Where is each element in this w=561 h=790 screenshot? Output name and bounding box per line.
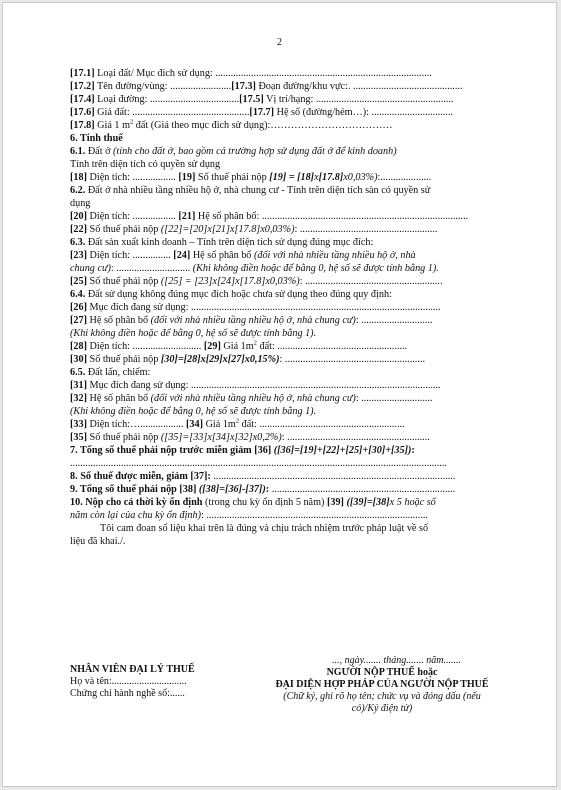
declaration-line: [20] Diện tích: ................. [21] Hệ số phân bổ: .................................................................................	[70, 211, 469, 222]
declaration-line: [23] Diện tích: ............... [24] Hệ số phân bổ (đối với nhà nhiều tầng nhiều hộ ở, nhà	[70, 250, 416, 261]
declaration-line: (Khi không điền hoặc để bằng 0, hệ số sẽ được tính bằng 1).	[70, 406, 317, 417]
signature-instruction: (Chữ ký, ghi rõ họ tên; chức vụ và đóng dấu (nếu	[283, 691, 481, 702]
declaration-line: ....................................................................................................................................................	[70, 458, 447, 469]
declaration-line: 6. Tính thuế	[70, 133, 123, 144]
declaration-line: [28] Diện tích: ........................... [29] Giá $1m^2$ đất: ...................................................	[70, 340, 408, 352]
declaration-line: [17.4] Loại đường: ...................................[17.5] Vị trí/hạng: ......................................................	[70, 94, 454, 105]
declaration-line: [35] Số thuế phải nộp ([35]=[33]x[34]x[32]x0,2%): ........................................................	[70, 432, 430, 443]
declaration-line: liệu đã khai./.	[70, 536, 126, 547]
declaration-line: 9. Tổng số thuế phải nộp [38] ([38]=[36]-[37]): ........................................................................	[70, 484, 456, 495]
taxpayer-signature-block	[259, 655, 505, 715]
declaration-line: năm còn lại của chu kỳ ổn định): .......................................................................................	[70, 510, 428, 521]
declaration-line: [33] Diện tích:…................. [34] Giá $1m^2$ đất: .........................................................	[70, 418, 405, 430]
declaration-line: [17.2] Tên đường/vùng: ........................[17.3] Đoạn đường/khu vực:. ...........................................	[70, 81, 463, 92]
declaration-line: Tính trên diện tích có quyền sử dụng	[70, 159, 221, 170]
declaration-body	[70, 67, 500, 548]
declaration-line: [17.8] Giá 1 $m^2$ đất (Giá theo mục đích sử dụng):………………………………	[70, 119, 393, 131]
tax-agent-signature-block	[70, 664, 240, 700]
declaration-line: [25] Số thuế phải nộp ([25] = [23]x[24]x[17.8]x0,03%): ......................................................	[70, 276, 443, 287]
declaration-line: [18] Diện tích: ................. [19] Số thuế phải nộp [19] = [18]x[17.8]x0,03%):....................	[70, 172, 432, 183]
page-number: 2	[277, 37, 282, 48]
declaration-line: [27] Hệ số phân bổ (đối với nhà nhiều tầng nhiều hộ ở, nhà chung cư): ............................	[70, 315, 433, 326]
declaration-line: (Khi không điền hoặc để bằng 0, hệ số sẽ được tính bằng 1).	[70, 328, 317, 339]
declaration-line: [26] Mục đích đang sử dụng: ..................................................................................................	[70, 302, 441, 313]
declaration-line: 6.5. Đất lấn, chiếm:	[70, 367, 151, 378]
declaration-line: 7. Tổng số thuế phải nộp trước miễn giảm [36] ([36]=[19]+[22]+[25]+[30]+[35]):	[70, 445, 415, 456]
declaration-line: 6.4. Đất sử dụng không đúng mục đích hoặc chưa sử dụng theo đúng quy định:	[70, 289, 392, 300]
declaration-line: [32] Hệ số phân bổ (đối với nhà nhiều tầng nhiều hộ ở, nhà chung cư): ............................	[70, 393, 433, 404]
declaration-line: 6.3. Đất sản xuất kinh doanh – Tính trên diện tích sử dụng đúng mục đích:	[70, 237, 374, 248]
declaration-line: [22] Số thuế phải nộp ([22]=[20]x[21]x[17.8]x0,03%): ......................................................	[70, 224, 438, 235]
signature-date-line: ..., ngày....... tháng....... năm.......	[332, 655, 461, 666]
tax-agent-title: NHÂN VIÊN ĐẠI LÝ THUẾ	[70, 664, 195, 675]
declaration-line: 10. Nộp cho cả thời kỳ ổn định (trong chu kỳ ổn định 5 năm) [39] ([39]=[38]x 5 hoặc số	[70, 497, 436, 508]
declaration-line: [31] Mục đích đang sử dụng: ..................................................................................................	[70, 380, 441, 391]
tax-agent-name-line: Họ và tên:..............................	[70, 676, 187, 687]
declaration-line: [30] Số thuế phải nộp [30]=[28]x[29]x[27]x0,15%): .......................................................	[70, 354, 425, 365]
declaration-line: [17.6] Giá đất: ..............................................[17.7] Hệ số (đường/hẻm…): ................................	[70, 107, 454, 118]
declaration-line: 6.2. Đất ở nhà nhiều tầng nhiều hộ ở, nhà chung cư - Tính trên diện tích sàn có quyền sử	[70, 185, 431, 196]
signature-instruction-cont: có)/Ký điện tử)	[351, 703, 413, 714]
declaration-line: dụng	[70, 198, 91, 209]
legal-representative-title: ĐẠI DIỆN HỢP PHÁP CỦA NGƯỜI NỘP THUẾ	[275, 679, 489, 690]
declaration-line: 6.1. Đất ở (tính cho đất ở, bao gồm cả trường hợp sử dụng đất ở để kinh doanh)	[70, 146, 397, 157]
declaration-line: 8. Số thuế được miễn, giảm [37]: ...............................................................................................	[70, 471, 456, 482]
document-page	[2, 2, 557, 787]
tax-agent-certificate-line: Chứng chỉ hành nghề số:......	[70, 688, 185, 699]
taxpayer-title: NGƯỜI NỘP THUẾ hoặc	[326, 667, 438, 678]
declaration-line: Tôi cam đoan số liệu khai trên là đúng và chịu trách nhiệm trước pháp luật về số	[100, 523, 429, 534]
declaration-line: [17.1] Loại đất/ Mục đích sử dụng: .....................................................................................	[70, 68, 432, 79]
declaration-line: chung cư): ............................. (Khi không điền hoặc để bằng 0, hệ số sẽ được tính bằng 1).	[70, 263, 439, 274]
